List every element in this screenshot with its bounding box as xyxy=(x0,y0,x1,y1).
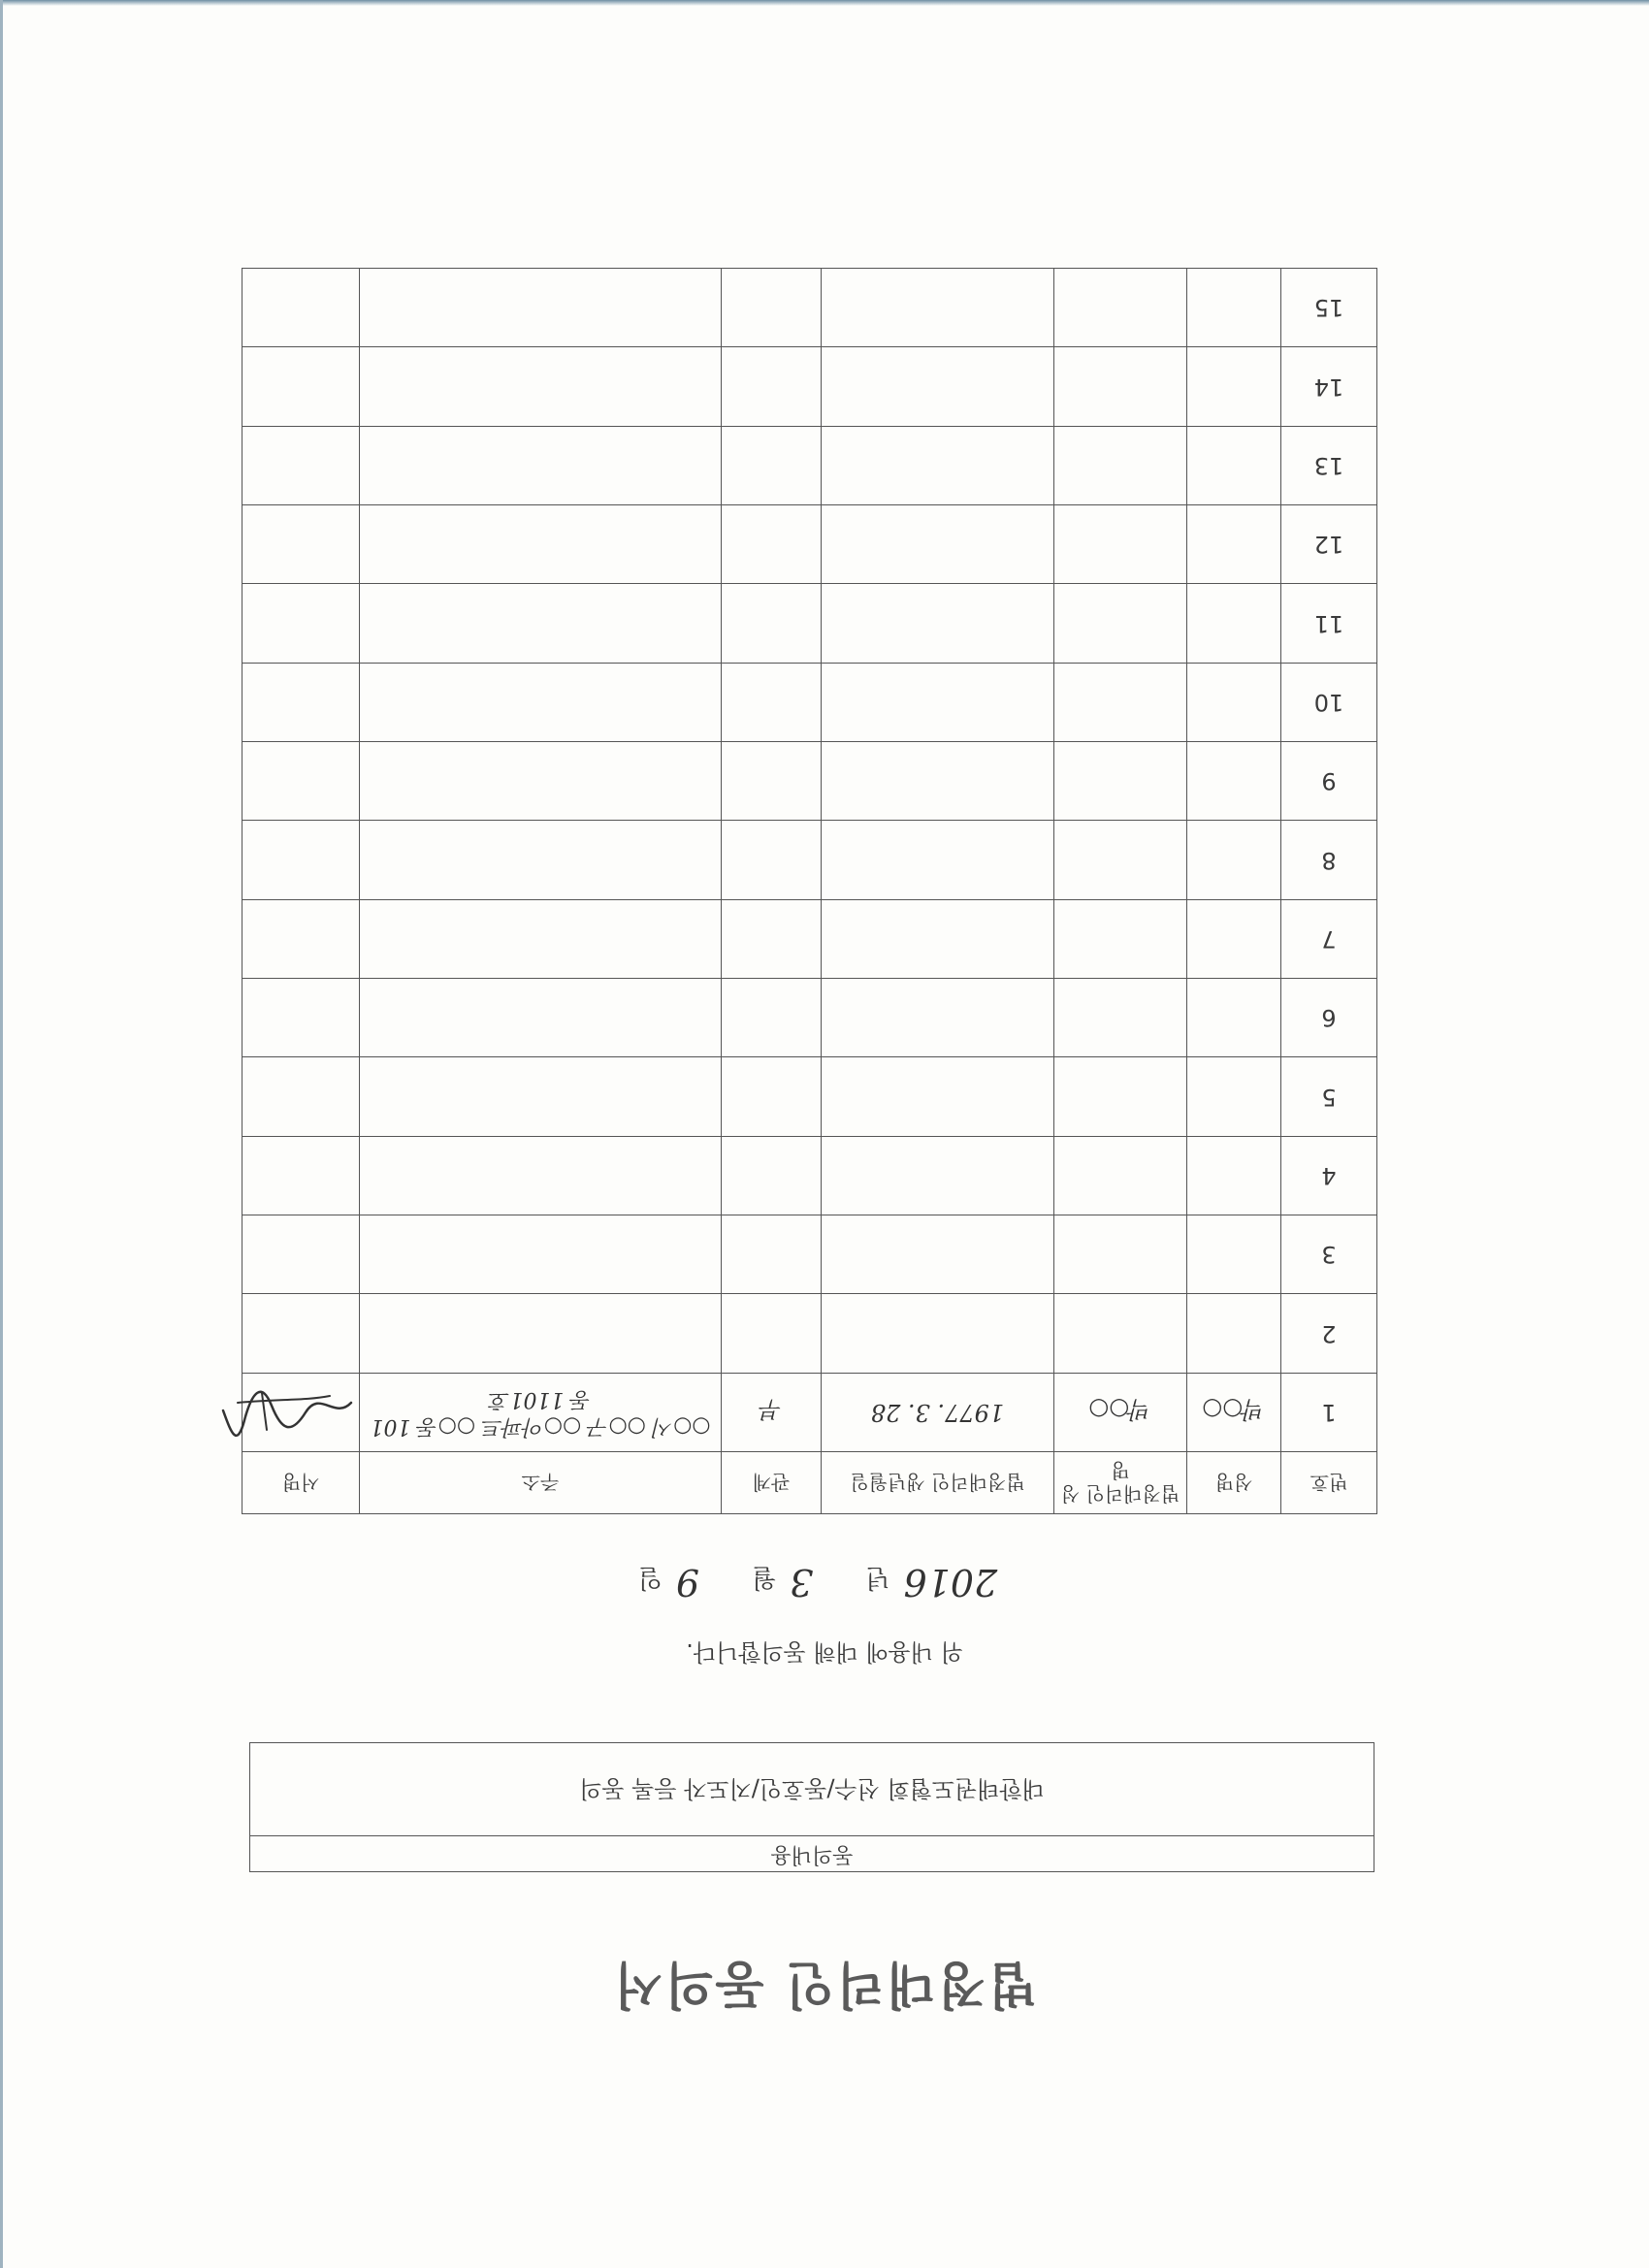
row-signature xyxy=(242,742,360,821)
row-name xyxy=(1187,979,1281,1057)
row-signature xyxy=(242,821,360,899)
row-address: ○○시 ○○구 ○○아파트 ○○동 101동 1101호 xyxy=(360,1373,722,1451)
row-guardian-name xyxy=(1054,426,1187,504)
header-name: 성명 xyxy=(1187,1452,1281,1514)
row-signature xyxy=(242,979,360,1057)
table-row xyxy=(242,269,1377,347)
row-signature xyxy=(242,505,360,584)
row-guardian-name xyxy=(1054,899,1187,978)
row-relation xyxy=(722,584,822,663)
row-signature xyxy=(242,426,360,504)
row-guardian-birth xyxy=(822,584,1054,663)
row-signature xyxy=(242,269,360,347)
row-address xyxy=(360,505,722,584)
row-number: 12 xyxy=(1281,505,1377,584)
row-relation xyxy=(722,505,822,584)
row-guardian-birth xyxy=(822,663,1054,741)
date-year-unit: 년 xyxy=(865,1563,890,1592)
row-guardian-name xyxy=(1054,1136,1187,1215)
header-relation: 관계 xyxy=(722,1452,822,1514)
row-guardian-name xyxy=(1054,663,1187,741)
row-guardian-birth xyxy=(822,347,1054,426)
row-address xyxy=(360,742,722,821)
date-day: 9 xyxy=(675,1561,700,1604)
row-number: 6 xyxy=(1281,979,1377,1057)
table-row xyxy=(242,899,1377,978)
row-signature xyxy=(242,1294,360,1373)
row-number: 5 xyxy=(1281,1057,1377,1136)
row-name xyxy=(1187,742,1281,821)
table-row xyxy=(242,347,1377,426)
row-guardian-name xyxy=(1054,584,1187,663)
row-address xyxy=(360,1136,722,1215)
row-number: 2 xyxy=(1281,1294,1377,1373)
row-guardian-birth xyxy=(822,742,1054,821)
row-name xyxy=(1187,1215,1281,1294)
table-row xyxy=(242,584,1377,663)
row-signature xyxy=(242,1057,360,1136)
row-guardian-name xyxy=(1054,742,1187,821)
row-number: 11 xyxy=(1281,584,1377,663)
row-address xyxy=(360,899,722,978)
table-row xyxy=(242,1373,1377,1451)
row-address xyxy=(360,347,722,426)
row-guardian-birth xyxy=(822,979,1054,1057)
row-number: 15 xyxy=(1281,269,1377,347)
row-name xyxy=(1187,1136,1281,1215)
row-signature xyxy=(242,663,360,741)
row-signature xyxy=(242,1136,360,1215)
row-number: 14 xyxy=(1281,347,1377,426)
table-row xyxy=(242,1215,1377,1294)
header-number: 번호 xyxy=(1281,1452,1377,1514)
row-name: 박○○ xyxy=(1187,1373,1281,1451)
row-relation xyxy=(722,347,822,426)
row-signature xyxy=(242,584,360,663)
row-number: 10 xyxy=(1281,663,1377,741)
table-row xyxy=(242,505,1377,584)
row-name xyxy=(1187,899,1281,978)
row-address xyxy=(360,979,722,1057)
row-number: 9 xyxy=(1281,742,1377,821)
row-address xyxy=(360,1057,722,1136)
row-address xyxy=(360,426,722,504)
row-guardian-name xyxy=(1054,269,1187,347)
table-header-row xyxy=(242,1452,1377,1514)
row-name xyxy=(1187,1057,1281,1136)
consent-text: 대한태권도협회 선수/동호인/지도자 등록 동의 xyxy=(579,1775,1045,1802)
document-title: 법정대리인 동의서 xyxy=(612,1955,1037,2013)
date-day-unit: 일 xyxy=(637,1563,663,1592)
row-address xyxy=(360,584,722,663)
row-relation xyxy=(722,269,822,347)
table-row xyxy=(242,1136,1377,1215)
row-relation xyxy=(722,663,822,741)
row-relation xyxy=(722,979,822,1057)
date-year: 2016 xyxy=(903,1561,998,1604)
row-guardian-name xyxy=(1054,979,1187,1057)
header-guardian-birth: 법정대리인 생년월일 xyxy=(822,1452,1054,1514)
row-guardian-birth xyxy=(822,1136,1054,1215)
consent-box xyxy=(249,1742,1374,1872)
date-month-unit: 월 xyxy=(752,1563,777,1592)
row-relation xyxy=(722,899,822,978)
row-address xyxy=(360,1294,722,1373)
agreement-text: 위 내용에 대해 동의합니다. xyxy=(686,1638,963,1666)
row-guardian-birth xyxy=(822,1057,1054,1136)
row-name xyxy=(1187,1294,1281,1373)
row-relation: 부 xyxy=(722,1373,822,1451)
row-name xyxy=(1187,584,1281,663)
header-guardian-name: 법정대리인 성명 xyxy=(1054,1452,1187,1514)
row-name xyxy=(1187,821,1281,899)
row-number: 8 xyxy=(1281,821,1377,899)
row-relation xyxy=(722,1294,822,1373)
row-guardian-name xyxy=(1054,1057,1187,1136)
row-relation xyxy=(722,821,822,899)
row-number: 1 xyxy=(1281,1373,1377,1451)
row-name xyxy=(1187,347,1281,426)
row-guardian-name xyxy=(1054,347,1187,426)
row-guardian-name xyxy=(1054,821,1187,899)
row-name xyxy=(1187,505,1281,584)
row-relation xyxy=(722,742,822,821)
row-address xyxy=(360,821,722,899)
row-number: 7 xyxy=(1281,899,1377,978)
table-body xyxy=(242,269,1377,1452)
row-address xyxy=(360,663,722,741)
row-guardian-birth xyxy=(822,505,1054,584)
row-guardian-name xyxy=(1054,1215,1187,1294)
row-number: 3 xyxy=(1281,1215,1377,1294)
guardian-table xyxy=(242,268,1377,1514)
row-name xyxy=(1187,663,1281,741)
table-row xyxy=(242,979,1377,1057)
table-row xyxy=(242,663,1377,741)
row-relation xyxy=(722,426,822,504)
row-guardian-birth: 1977. 3. 28 xyxy=(822,1373,1054,1451)
row-signature xyxy=(242,347,360,426)
row-guardian-name: 박○○ xyxy=(1054,1373,1187,1451)
row-guardian-birth xyxy=(822,1294,1054,1373)
row-number: 13 xyxy=(1281,426,1377,504)
row-number: 4 xyxy=(1281,1136,1377,1215)
table-row xyxy=(242,1294,1377,1373)
row-relation xyxy=(722,1057,822,1136)
date-line xyxy=(242,1561,1406,1604)
row-guardian-name xyxy=(1054,505,1187,584)
row-address xyxy=(360,269,722,347)
row-guardian-name xyxy=(1054,1294,1187,1373)
table-row xyxy=(242,821,1377,899)
signature-scribble xyxy=(213,1381,359,1449)
row-address xyxy=(360,1215,722,1294)
row-guardian-birth xyxy=(822,899,1054,978)
date-month: 3 xyxy=(790,1561,814,1604)
row-guardian-birth xyxy=(822,821,1054,899)
consent-header: 동의내용 xyxy=(250,1835,1374,1871)
row-name xyxy=(1187,269,1281,347)
row-name xyxy=(1187,426,1281,504)
row-signature xyxy=(242,899,360,978)
header-signature: 서명 xyxy=(242,1452,360,1514)
row-signature xyxy=(242,1215,360,1294)
row-signature xyxy=(242,1373,360,1451)
row-guardian-birth xyxy=(822,426,1054,504)
table-row xyxy=(242,1057,1377,1136)
table-row xyxy=(242,742,1377,821)
table-row xyxy=(242,426,1377,504)
row-relation xyxy=(722,1215,822,1294)
row-guardian-birth xyxy=(822,269,1054,347)
header-address: 주소 xyxy=(360,1452,722,1514)
row-relation xyxy=(722,1136,822,1215)
row-guardian-birth xyxy=(822,1215,1054,1294)
